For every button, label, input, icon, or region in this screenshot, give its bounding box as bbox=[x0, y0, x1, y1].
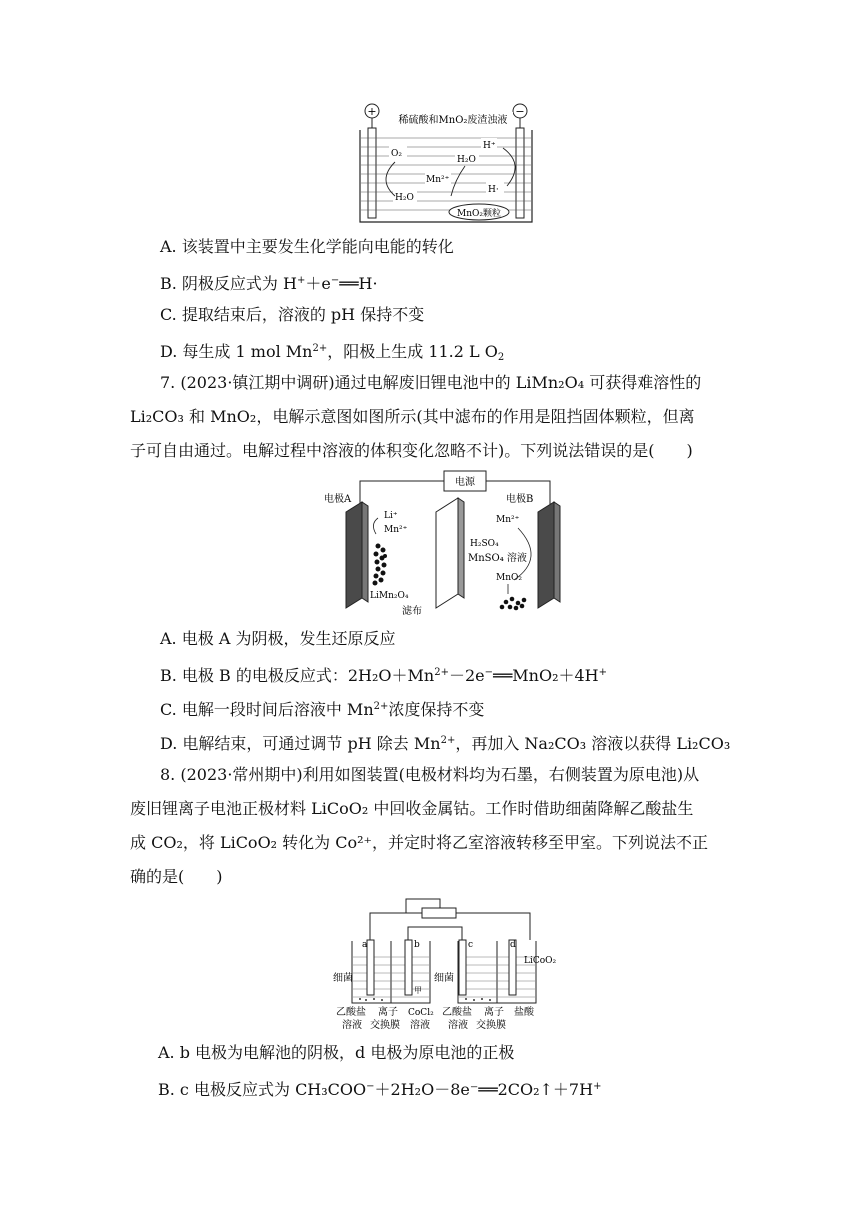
h2o-label-upper: H₂O bbox=[457, 155, 476, 165]
q8-option-b: B. c 电极反应式为 CH₃COO−＋2H₂O－8e⁻══2CO₂↑＋7H+ bbox=[158, 1080, 602, 1099]
membrane-right-label: 离子 bbox=[484, 1007, 504, 1018]
q7-option-a: A. 电极 A 为阴极，发生还原反应 bbox=[160, 629, 396, 648]
figure1-top-label: 稀硫酸和MnO₂废渣浊液 bbox=[398, 115, 508, 126]
label-c: c bbox=[468, 940, 474, 950]
acetate-left-label: 乙酸盐 bbox=[336, 1007, 366, 1018]
label-d: d bbox=[510, 940, 516, 950]
limn2o4-label: LiMn₂O₄ bbox=[370, 591, 409, 601]
electrode-a-label: 电极A bbox=[324, 494, 352, 505]
h2so4-label: H₂SO₄ bbox=[470, 539, 499, 549]
power-source-label: 电源 bbox=[455, 477, 475, 488]
mn-label: Mn²⁺ bbox=[426, 175, 450, 185]
bacteria-right-label: 细菌 bbox=[434, 973, 454, 984]
electrode-b bbox=[405, 940, 412, 995]
acetate-right-solution: 溶液 bbox=[448, 1020, 468, 1031]
q6-option-d: D. 每生成 1 mol $Mn^{2+}$，阳极上生成 11.2 L $O_2$ bbox=[160, 342, 505, 363]
mn-ion-right-label: Mn²⁺ bbox=[496, 515, 520, 525]
q8-stem-line-1: 8. (2023·常州期中)利用如图装置(电极材料均为石墨，右侧装置为原电池)从 bbox=[160, 765, 700, 784]
label-jia: 甲 bbox=[414, 986, 422, 995]
o2-label: O₂ bbox=[391, 149, 402, 159]
q7-stem-line-1: 7. (2023·镇江期中调研)通过电解废旧锂电池中的 LiMn₂O₄ 可获得难溶性的 bbox=[160, 373, 702, 392]
filter-cloth bbox=[436, 498, 458, 608]
q7-option-d: D. 电解结束，可通过调节 pH 除去 $Mn^{2+}$，再加入 Na₂CO₃ 溶液以获得 Li₂CO₃ bbox=[160, 734, 731, 753]
cocl2-solution: 溶液 bbox=[410, 1020, 430, 1031]
q8-option-a: A. b 电极为电解池的阴极，d 电极为原电池的正极 bbox=[158, 1043, 515, 1062]
hdot-label: H· bbox=[488, 185, 499, 195]
q7-option-c: C. 电解一段时间后溶液中 $Mn^{2+}$浓度保持不变 bbox=[160, 700, 485, 719]
mno2-particles-label: MnO₂颗粒 bbox=[457, 209, 501, 219]
hplus-label: H⁺ bbox=[483, 141, 496, 151]
anode-rod bbox=[368, 128, 376, 218]
electrode-a-plate bbox=[346, 502, 362, 608]
q8-stem-line-2: 废旧锂离子电池正极材料 LiCoO₂ 中回收金属钴。工作时借助细菌降解乙酸盐生 bbox=[130, 799, 694, 818]
membrane-left-sub: 交换膜 bbox=[370, 1020, 400, 1031]
membrane-right-sub: 交换膜 bbox=[476, 1020, 506, 1031]
q6-option-b: B. 阴极反应式为 H+＋e−══H· bbox=[160, 274, 378, 293]
acetate-left-solution: 溶液 bbox=[342, 1020, 362, 1031]
electrode-b-plate bbox=[538, 502, 554, 608]
electrode-a bbox=[367, 940, 374, 995]
electrolysis-figure-1 bbox=[355, 100, 535, 225]
mnso4-label: MnSO₄ 溶液 bbox=[468, 553, 527, 564]
q8-stem-line-3: 成 CO₂，将 LiCoO₂ 转化为 Co²⁺，并定时将乙室溶液转移至甲室。下列说法不正 bbox=[130, 833, 709, 852]
cocl2-label: CoCl₂ bbox=[408, 1008, 434, 1018]
q6-option-c: C. 提取结束后，溶液的 pH 保持不变 bbox=[160, 305, 425, 324]
plus-sign: + bbox=[367, 105, 377, 118]
cell-figure-3 bbox=[330, 895, 570, 1035]
electrode-c bbox=[459, 940, 466, 995]
q7-option-b: B. 电极 B 的电极反应式：$2H_2O+Mn^{2+}-2e^-══MnO_2+4H^+$ bbox=[160, 666, 608, 685]
q8-stem-line-4: 确的是( ) bbox=[130, 867, 223, 886]
q7-stem-line-3: 子可自由通过。电解过程中溶液的体积变化忽略不计)。下列说法错误的是( ) bbox=[130, 441, 693, 460]
mno2-label: MnO₂ bbox=[496, 573, 522, 583]
rheostat-icon bbox=[422, 908, 456, 918]
label-a: a bbox=[362, 940, 368, 950]
membrane-left-label: 离子 bbox=[378, 1007, 398, 1018]
acetate-right-label: 乙酸盐 bbox=[442, 1007, 472, 1018]
h2o-label-lower: H₂O bbox=[395, 193, 414, 203]
electrode-b-label: 电极B bbox=[506, 494, 534, 505]
filter-cloth-label: 滤布 bbox=[402, 606, 422, 617]
limn2o4-particles bbox=[373, 544, 388, 586]
mn-ion-left-label: Mn²⁺ bbox=[384, 525, 408, 535]
li-ion-label: Li⁺ bbox=[384, 511, 398, 521]
label-b: b bbox=[414, 940, 420, 950]
q6-option-a: A. 该装置中主要发生化学能向电能的转化 bbox=[160, 237, 454, 256]
licoo2-label: LiCoO₂ bbox=[524, 956, 557, 966]
electrolysis-figure-2 bbox=[318, 468, 578, 620]
mno2-particles bbox=[500, 597, 527, 611]
cathode-rod bbox=[516, 128, 524, 218]
hcl-label: 盐酸 bbox=[514, 1007, 534, 1018]
minus-sign: − bbox=[515, 105, 525, 118]
q7-stem-line-2: Li₂CO₃ 和 MnO₂，电解示意图如图所示(其中滤布的作用是阻挡固体颗粒，但离 bbox=[130, 407, 695, 426]
bacteria-left-label: 细菌 bbox=[333, 973, 353, 984]
